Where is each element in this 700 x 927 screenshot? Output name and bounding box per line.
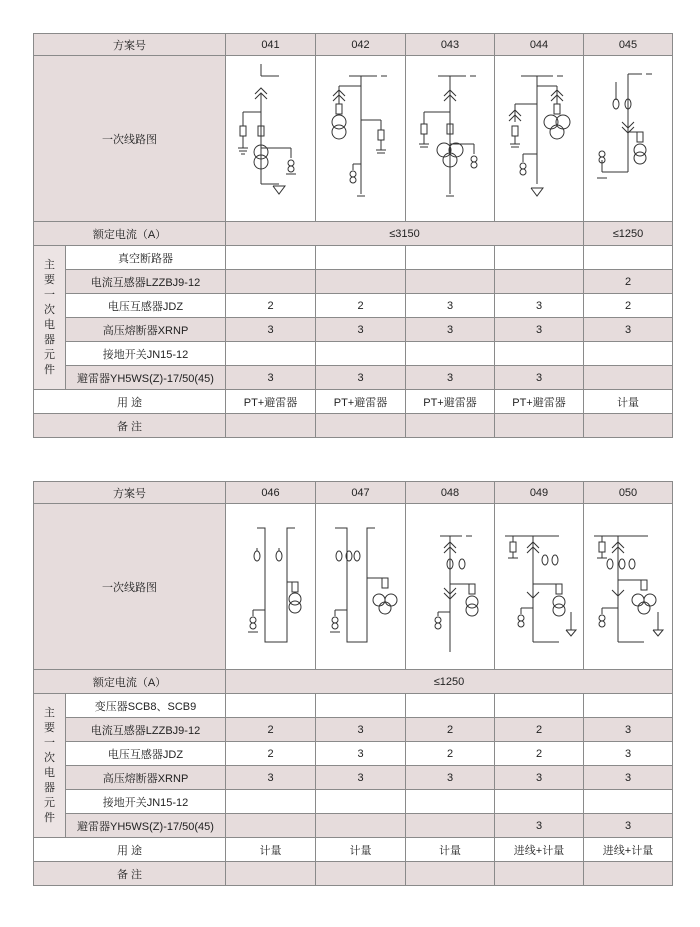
table-cell: 2: [226, 718, 316, 742]
row-label: 接地开关JN15-12: [66, 342, 226, 366]
remark-cell: [226, 862, 316, 886]
table-cell: 3: [584, 766, 673, 790]
scheme-041: 041: [226, 34, 316, 56]
table-cell: 3: [495, 318, 584, 342]
usage-cell: PT+避雷器: [495, 390, 584, 414]
rated-current-label: 额定电流（A）: [34, 670, 226, 694]
table-cell: 3: [406, 366, 495, 390]
table-cell: [584, 790, 673, 814]
diagram-049: [495, 504, 584, 670]
table-cell: [584, 246, 673, 270]
remark-cell: [495, 414, 584, 438]
diagram-041: [226, 56, 316, 222]
main-components-side-label: 主 要 一 次 电 器 元 件: [34, 694, 66, 838]
usage-cell: 计量: [226, 838, 316, 862]
main-components-side-label: 主 要 一 次 电 器 元 件: [34, 246, 66, 390]
row-label: 电压互感器JDZ: [66, 742, 226, 766]
table-cell: [316, 270, 406, 294]
table-cell: [406, 814, 495, 838]
table-cell: 2: [495, 742, 584, 766]
table-cell: 2: [584, 270, 673, 294]
table-cell: [316, 246, 406, 270]
diagram-047: [316, 504, 406, 670]
scheme-number-header: 方案号: [34, 34, 226, 56]
table-cell: 3: [495, 294, 584, 318]
scheme-042: 042: [316, 34, 406, 56]
table-cell: 2: [584, 294, 673, 318]
remark-cell: [495, 862, 584, 886]
table-cell: 3: [584, 318, 673, 342]
table-cell: 2: [316, 294, 406, 318]
table-cell: [316, 790, 406, 814]
row-label: 电流互感器LZZBJ9-12: [66, 270, 226, 294]
table-cell: 2: [226, 742, 316, 766]
row-label: 电压互感器JDZ: [66, 294, 226, 318]
remark-cell: [584, 414, 673, 438]
table-cell: [226, 342, 316, 366]
table-cell: 2: [495, 718, 584, 742]
row-label: 高压熔断器XRNP: [66, 318, 226, 342]
scheme-045: 045: [584, 34, 673, 56]
table-cell: [226, 270, 316, 294]
table-cell: [316, 694, 406, 718]
scheme-table-2: [33, 481, 673, 886]
scheme-number-header: 方案号: [34, 482, 226, 504]
scheme-046: 046: [226, 482, 316, 504]
rated-current-value: ≤3150: [226, 222, 584, 246]
table-cell: [226, 246, 316, 270]
table-cell: [226, 694, 316, 718]
diagram-048: [406, 504, 495, 670]
table-cell: [495, 790, 584, 814]
rated-current-value-045: ≤1250: [584, 222, 673, 246]
table-cell: 3: [495, 366, 584, 390]
table-cell: 3: [316, 742, 406, 766]
table-cell: [584, 694, 673, 718]
table-cell: 3: [316, 318, 406, 342]
row-label: 接地开关JN15-12: [66, 790, 226, 814]
table-cell: 3: [316, 766, 406, 790]
usage-cell: PT+避雷器: [316, 390, 406, 414]
table-cell: 3: [406, 318, 495, 342]
scheme-047: 047: [316, 482, 406, 504]
table-cell: 3: [495, 766, 584, 790]
usage-cell: 进线+计量: [584, 838, 673, 862]
row-label: 真空断路器: [66, 246, 226, 270]
scheme-044: 044: [495, 34, 584, 56]
usage-cell: 计量: [406, 838, 495, 862]
table-cell: 2: [406, 742, 495, 766]
table-cell: 3: [226, 766, 316, 790]
table-cell: [226, 814, 316, 838]
scheme-table-1: [33, 33, 673, 438]
row-label: 高压熔断器XRNP: [66, 766, 226, 790]
table-cell: 3: [316, 718, 406, 742]
table-cell: [495, 694, 584, 718]
usage-cell: PT+避雷器: [226, 390, 316, 414]
row-label: 避雷器YH5WS(Z)-17/50(45): [66, 814, 226, 838]
remark-cell: [584, 862, 673, 886]
table-cell: [226, 790, 316, 814]
remark-cell: [406, 862, 495, 886]
table-cell: 3: [584, 718, 673, 742]
rated-current-value: ≤1250: [226, 670, 673, 694]
scheme-043: 043: [406, 34, 495, 56]
row-label: 避雷器YH5WS(Z)-17/50(45): [66, 366, 226, 390]
table-cell: 2: [406, 718, 495, 742]
table-cell: [495, 246, 584, 270]
table-cell: 3: [584, 742, 673, 766]
table-cell: [406, 270, 495, 294]
table-cell: 3: [406, 766, 495, 790]
table-cell: [406, 342, 495, 366]
remark-cell: [226, 414, 316, 438]
diagram-043: [406, 56, 495, 222]
diagram-042: [316, 56, 406, 222]
scheme-048: 048: [406, 482, 495, 504]
table-cell: 3: [226, 318, 316, 342]
scheme-049: 049: [495, 482, 584, 504]
diagram-044: [495, 56, 584, 222]
diagram-label: 一次线路图: [34, 56, 226, 222]
diagram-label: 一次线路图: [34, 504, 226, 670]
diagram-050: [584, 504, 673, 670]
remark-cell: [316, 414, 406, 438]
table-cell: [584, 366, 673, 390]
table-cell: [406, 694, 495, 718]
usage-cell: 进线+计量: [495, 838, 584, 862]
table-cell: 3: [226, 366, 316, 390]
usage-label: 用 途: [34, 390, 226, 414]
usage-cell: 计量: [584, 390, 673, 414]
remark-cell: [316, 862, 406, 886]
scheme-050: 050: [584, 482, 673, 504]
table-cell: [495, 342, 584, 366]
table-cell: 2: [226, 294, 316, 318]
diagram-045: [584, 56, 673, 222]
usage-cell: PT+避雷器: [406, 390, 495, 414]
table-cell: 3: [406, 294, 495, 318]
table-cell: [316, 342, 406, 366]
table-cell: [406, 790, 495, 814]
table-cell: 3: [316, 366, 406, 390]
table-cell: [495, 270, 584, 294]
usage-label: 用 途: [34, 838, 226, 862]
remark-cell: [406, 414, 495, 438]
usage-cell: 计量: [316, 838, 406, 862]
table-cell: [584, 342, 673, 366]
rated-current-label: 额定电流（A）: [34, 222, 226, 246]
table-cell: [316, 814, 406, 838]
row-label: 变压器SCB8、SCB9: [66, 694, 226, 718]
table-cell: 3: [584, 814, 673, 838]
remark-label: 备 注: [34, 862, 226, 886]
diagram-046: [226, 504, 316, 670]
remark-label: 备 注: [34, 414, 226, 438]
row-label: 电流互感器LZZBJ9-12: [66, 718, 226, 742]
table-cell: 3: [495, 814, 584, 838]
table-cell: [406, 246, 495, 270]
